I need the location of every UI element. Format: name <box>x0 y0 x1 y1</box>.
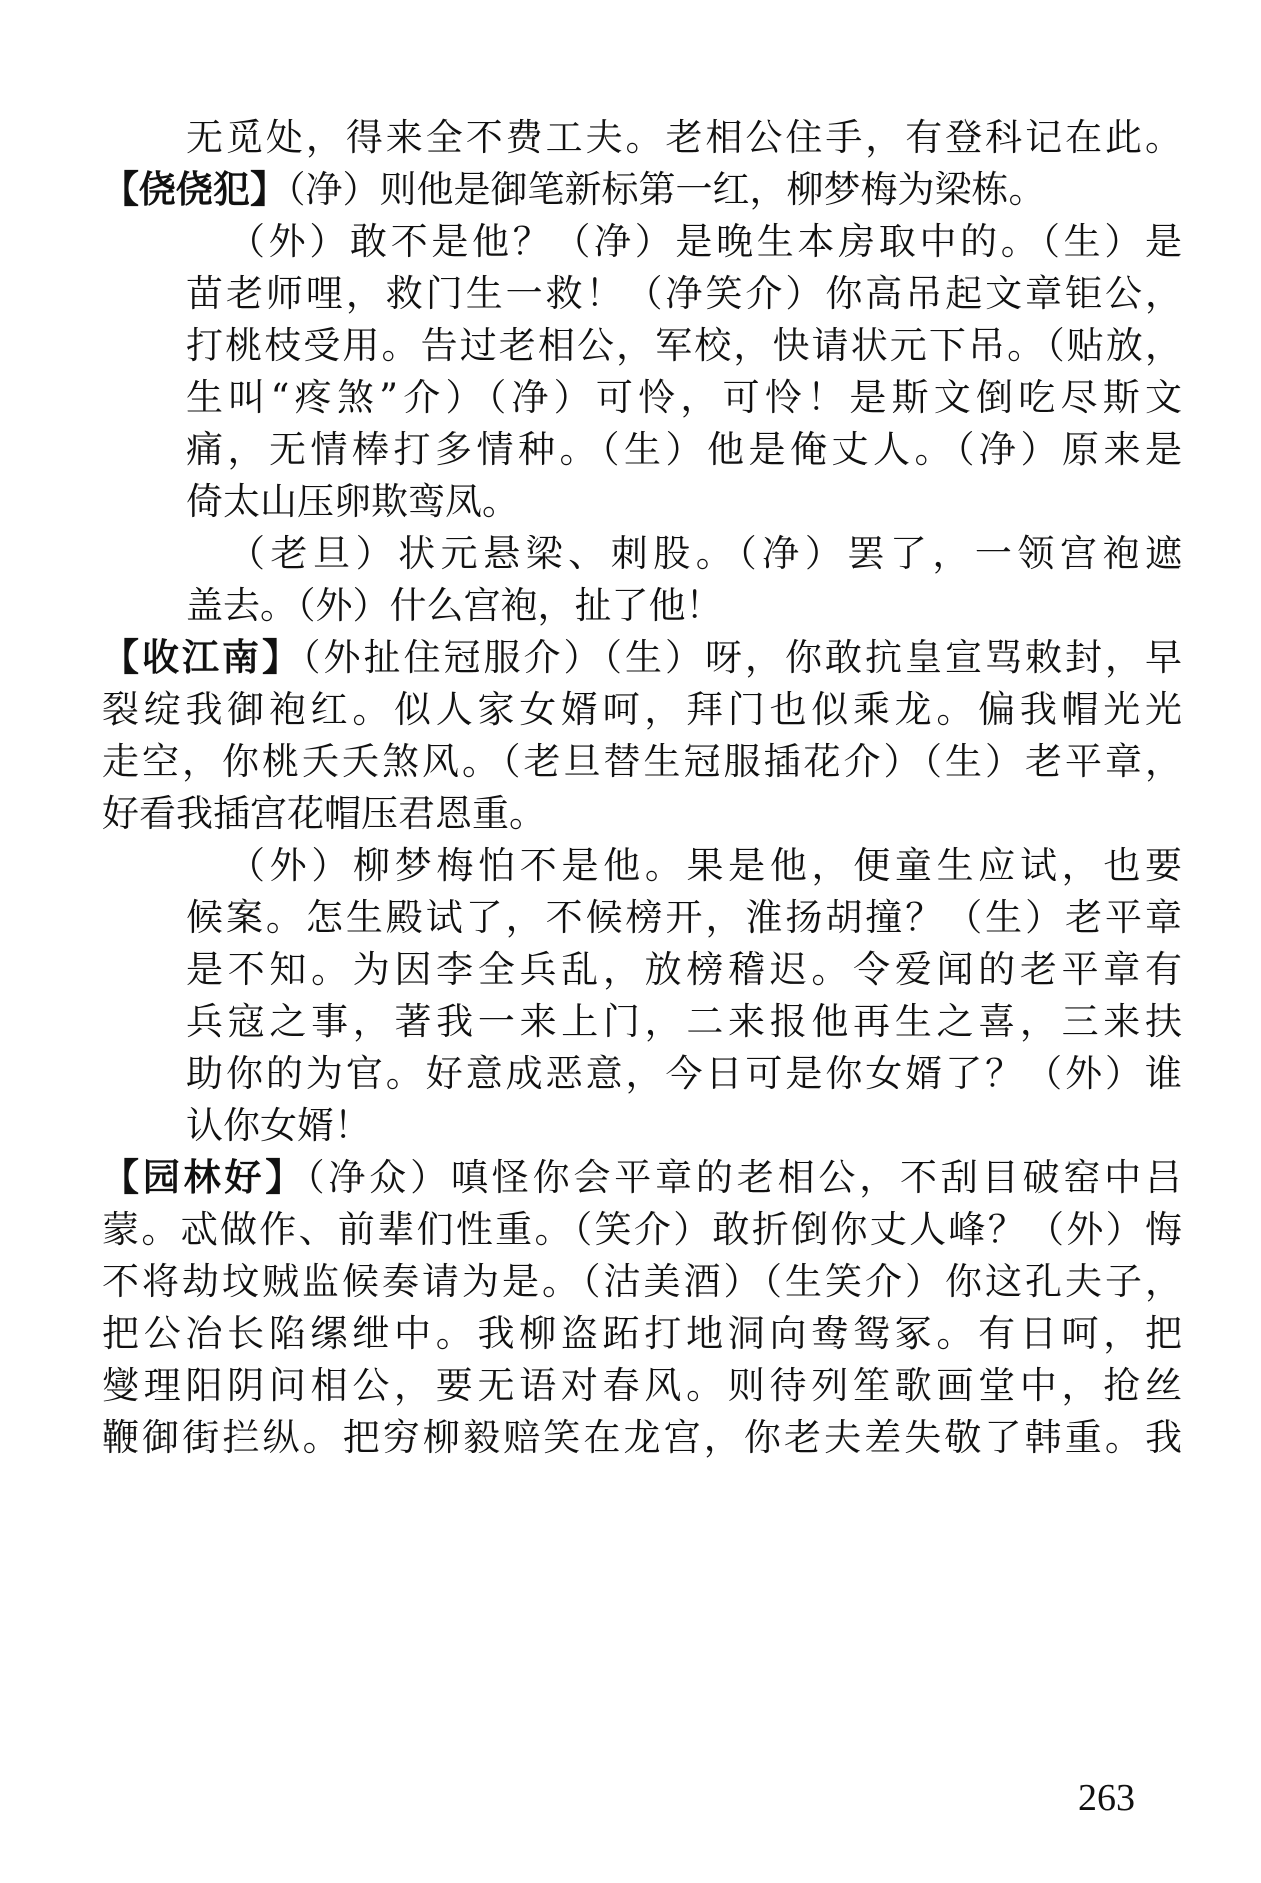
text-line: 倚太山压卵欺鸾凤。 <box>186 480 519 523</box>
tune-label: 【侥侥犯】 <box>102 168 287 211</box>
text-line: 打桃枝受用。告过老相公，军校，快请状元下吊。（贴放， <box>186 324 1182 367</box>
text-line: 裂绽我御袍红。似人家女婿呵，拜门也似乘龙。偏我帽光光 <box>102 688 1182 731</box>
page-number: 263 <box>1078 1777 1135 1819</box>
text-line: 【收江南】（外扯住冠服介）（生）呀，你敢抗皇宣骂敕封，早 <box>102 636 1182 679</box>
text-line: 鞭御街拦纵。把穷柳毅赔笑在龙宫，你老夫差失敬了韩重。我 <box>102 1416 1182 1459</box>
text-line: （外）柳梦梅怕不是他。果是他，便童生应试，也要 <box>228 844 1182 887</box>
text-line: （外）敢不是他？（净）是晚生本房取中的。（生）是 <box>228 220 1182 263</box>
text-line: 【侥侥犯】（净）则他是御笔新标第一红，柳梦梅为梁栋。 <box>102 168 1046 211</box>
text-line: 好看我插宫花帽压君恩重。 <box>102 792 546 835</box>
tune-label: 【园林好】 <box>102 1156 307 1199</box>
text-line: 燮理阳阴问相公，要无语对春风。则待列笙歌画堂中，抢丝 <box>102 1364 1182 1407</box>
text-line: 蒙。忒做作、前辈们性重。（笑介）敢折倒你丈人峰？（外）悔 <box>102 1208 1182 1251</box>
text-line: 兵寇之事，著我一来上门，二来报他再生之喜，三来扶 <box>186 1000 1182 1043</box>
tune-label: 【收江南】 <box>102 636 302 679</box>
text-line: 助你的为官。好意成恶意，今日可是你女婿了？（外）谁 <box>186 1052 1182 1095</box>
text-line: （老旦）状元悬梁、刺股。（净）罢了，一领宫袍遮 <box>228 532 1182 575</box>
text-line: 【园林好】（净众）嗔怪你会平章的老相公，不刮目破窑中吕 <box>102 1156 1183 1199</box>
text-line: 把公冶长陷缧绁中。我柳盗跖打地洞向鸯鸳冢。有日呵，把 <box>102 1312 1182 1355</box>
text-line: 无觅处，得来全不费工夫。老相公住手，有登科记在此。 <box>186 116 1182 159</box>
text-line: 不将劫坟贼监候奏请为是。（沽美酒）（生笑介）你这孔夫子， <box>102 1260 1182 1303</box>
text-line: 盖去。（外）什么宫袍，扯了他！ <box>186 584 723 627</box>
text-line: 是不知。为因李全兵乱，放榜稽迟。令爱闻的老平章有 <box>186 948 1182 991</box>
text-line: 生叫“疼煞”介）（净）可怜，可怜！是斯文倒吃尽斯文 <box>186 376 1182 419</box>
text-line: 认你女婿！ <box>186 1104 371 1147</box>
text-line: 走空，你桃夭夭煞风。（老旦替生冠服插花介）（生）老平章， <box>102 740 1182 783</box>
text-line: 痛，无情棒打多情种。（生）他是俺丈人。（净）原来是 <box>186 428 1182 471</box>
text-line: 苗老师哩，救门生一救！（净笑介）你高吊起文章钜公， <box>186 272 1182 315</box>
text-line: 候案。怎生殿试了，不候榜开，淮扬胡撞？（生）老平章 <box>186 896 1182 939</box>
